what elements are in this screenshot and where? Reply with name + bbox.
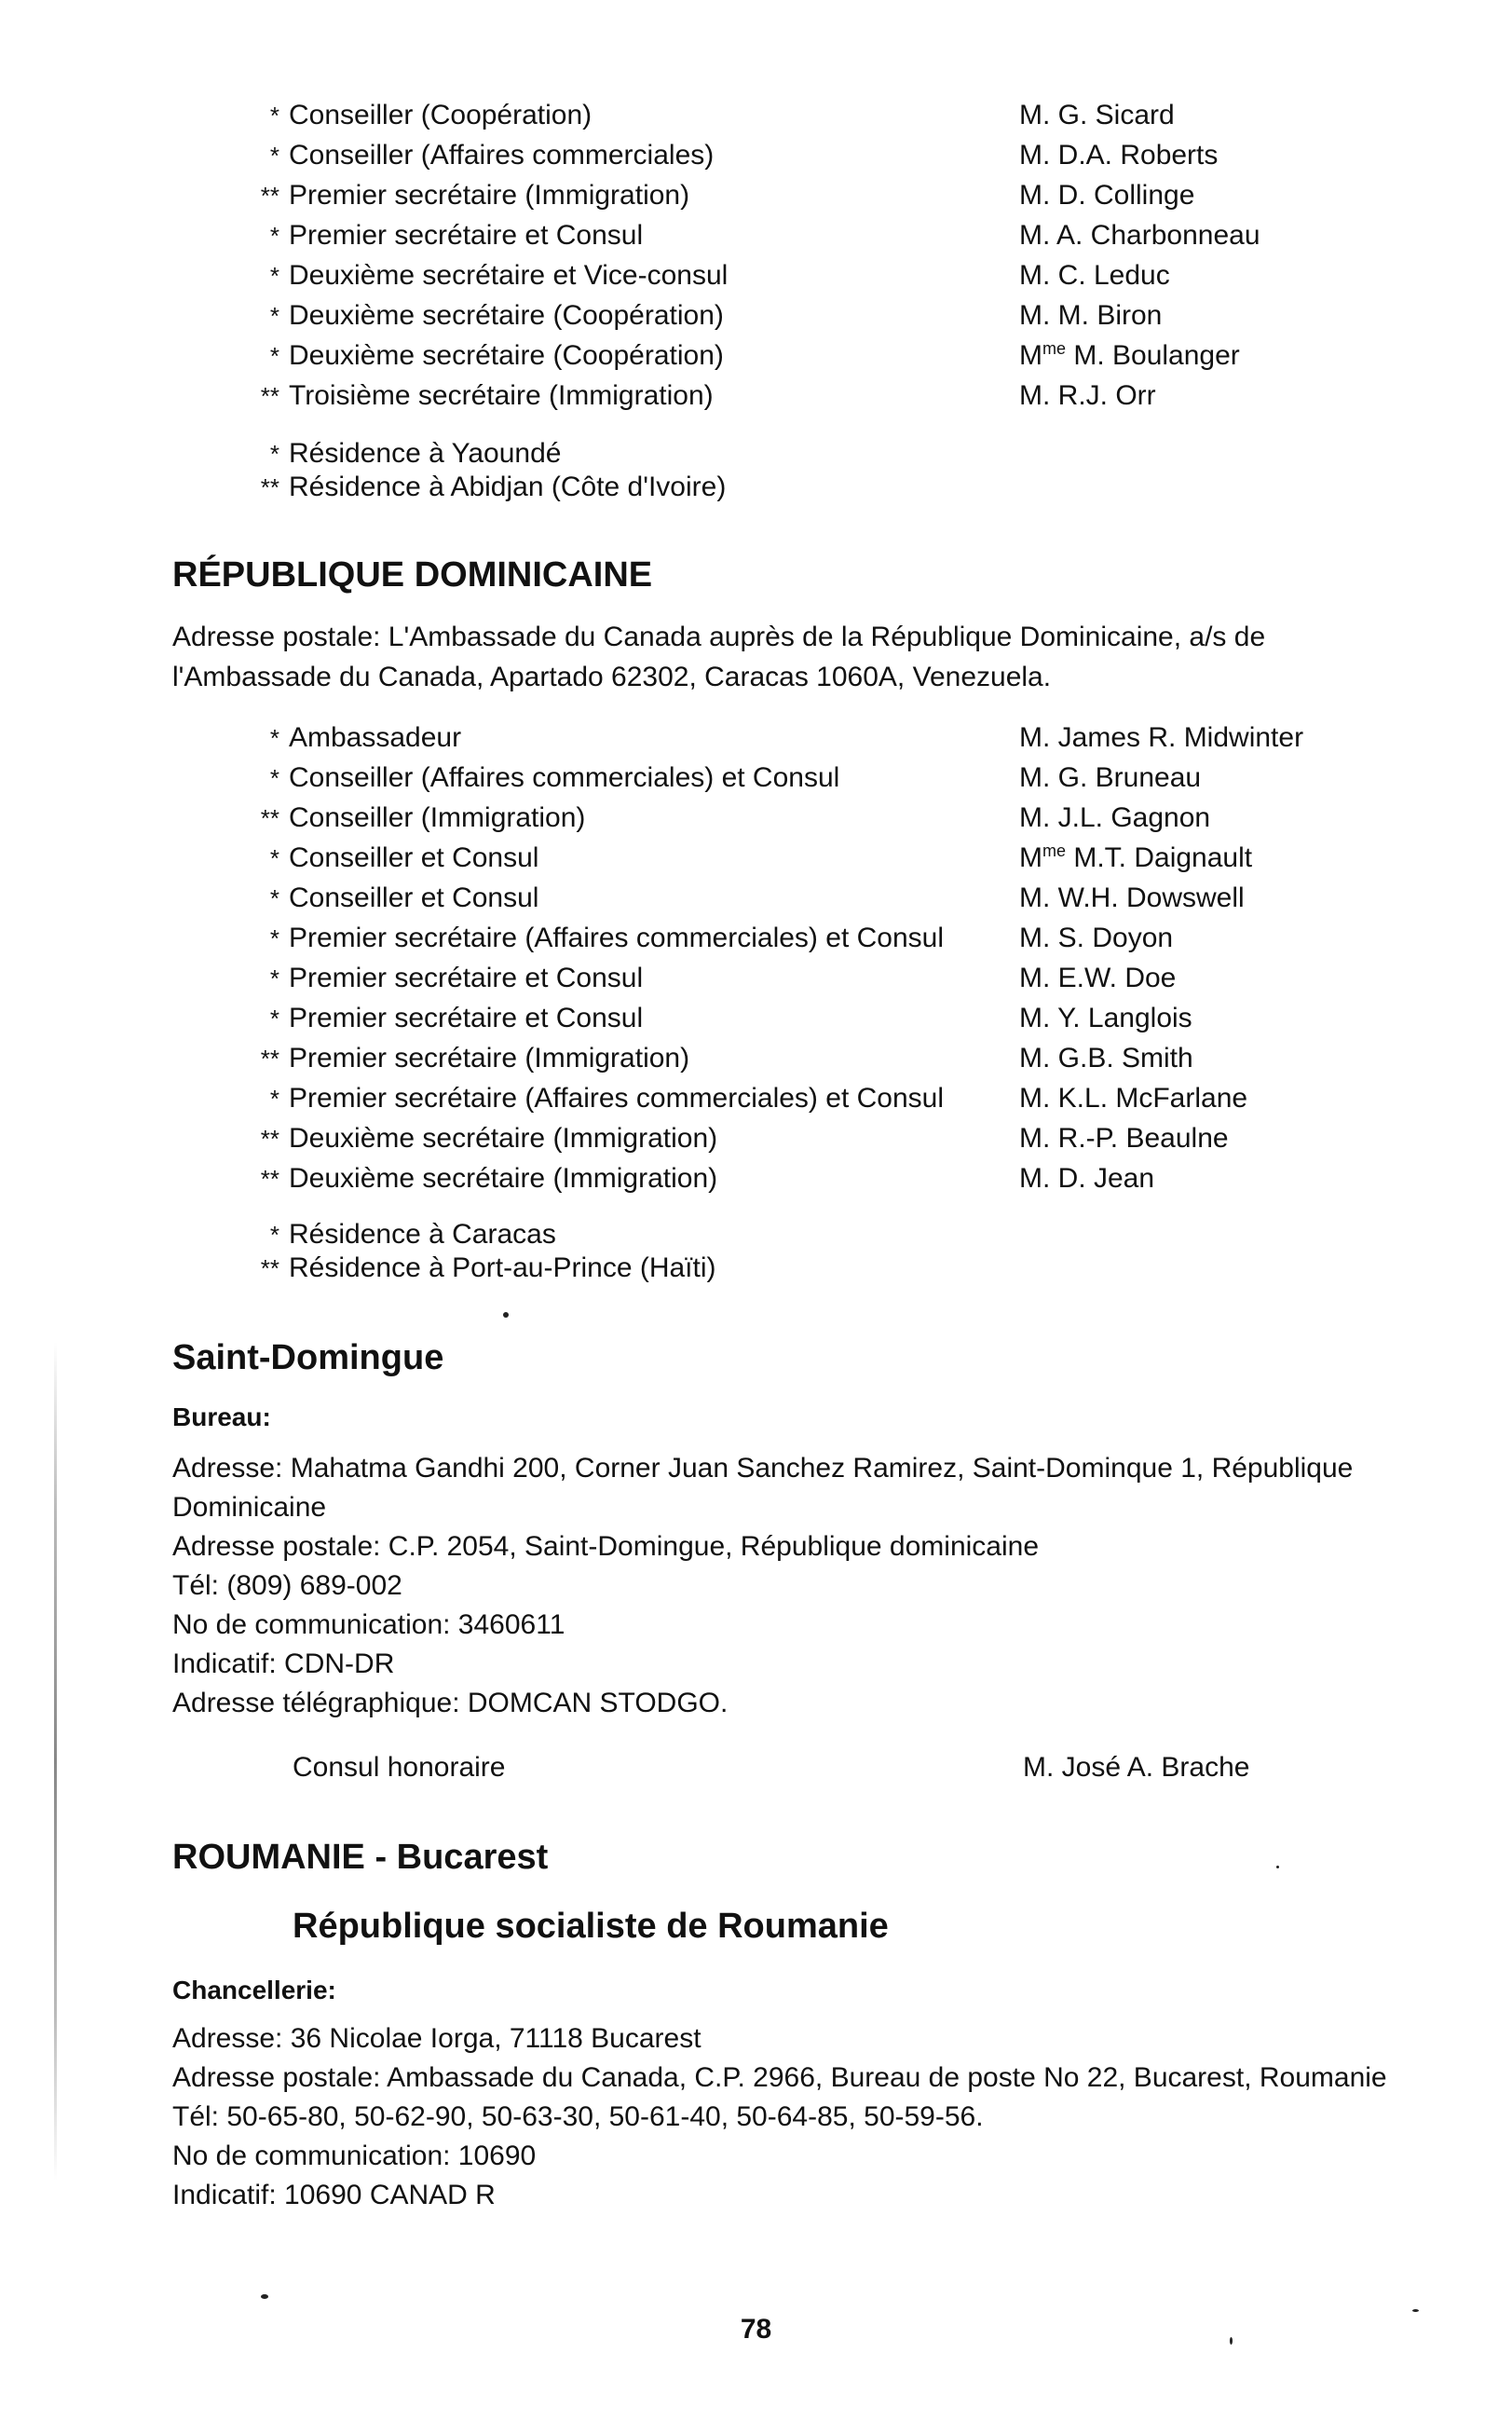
asterisk-mark: * bbox=[269, 1005, 279, 1033]
staff-name: M. G. Sicard bbox=[1019, 100, 1175, 130]
communication-number: No de communication: 3460611 bbox=[172, 1609, 565, 1640]
asterisk-mark: * bbox=[269, 844, 279, 872]
name-rest: M. Boulanger bbox=[1066, 340, 1240, 371]
staff-name bbox=[1019, 840, 1252, 877]
asterisk-mark: * bbox=[269, 302, 279, 330]
asterisk-mark: * bbox=[269, 262, 279, 290]
staff-role: Premier secrétaire et Consul bbox=[289, 963, 644, 993]
staff-name: M. D. Jean bbox=[1019, 1163, 1155, 1194]
page-number: 78 bbox=[740, 2314, 772, 2345]
asterisk-mark: * bbox=[269, 1221, 279, 1249]
asterisk-mark: * bbox=[269, 440, 279, 468]
staff-role: Troisième secrétaire (Immigration) bbox=[289, 380, 714, 411]
section-heading-saint-domingue: Saint-Domingue bbox=[172, 1338, 444, 1377]
name-prefix: M bbox=[1019, 842, 1042, 873]
telephone: Tél: 50-65-80, 50-62-90, 50-63-30, 50-61-40, 50-64-85, 50-59-56. bbox=[172, 2101, 984, 2132]
residence-text: Résidence à Abidjan (Côte d'Ivoire) bbox=[289, 472, 727, 502]
staff-role: Deuxième secrétaire (Immigration) bbox=[289, 1163, 718, 1194]
scan-speck bbox=[1276, 1866, 1279, 1868]
asterisk-mark: ** bbox=[260, 1045, 279, 1073]
asterisk-mark: ** bbox=[260, 382, 279, 410]
scan-speck bbox=[1412, 2309, 1419, 2312]
staff-name: M. J.L. Gagnon bbox=[1019, 802, 1211, 833]
section-heading-dominicaine: RÉPUBLIQUE DOMINICAINE bbox=[172, 555, 653, 595]
address-line: Adresse: Mahatma Gandhi 200, Corner Juan Sanchez Ramirez, Saint-Dominque 1, République bbox=[172, 1453, 1354, 1484]
staff-role: Conseiller (Immigration) bbox=[289, 802, 586, 833]
staff-name: M. James R. Midwinter bbox=[1019, 722, 1304, 753]
staff-name: M. D.A. Roberts bbox=[1019, 140, 1219, 171]
staff-name: M. G. Bruneau bbox=[1019, 762, 1202, 793]
asterisk-mark: * bbox=[269, 924, 279, 952]
staff-name: M. A. Charbonneau bbox=[1019, 220, 1260, 251]
name-superscript: me bbox=[1042, 841, 1067, 860]
postal-address-line: l'Ambassade du Canada, Apartado 62302, Caracas 1060A, Venezuela. bbox=[172, 662, 1052, 692]
staff-name bbox=[1019, 337, 1240, 375]
name-prefix: M bbox=[1019, 340, 1042, 371]
asterisk-mark: * bbox=[269, 222, 279, 250]
staff-role: Premier secrétaire et Consul bbox=[289, 220, 644, 251]
asterisk-mark: ** bbox=[260, 182, 279, 210]
staff-name: M. S. Doyon bbox=[1019, 923, 1174, 953]
telegraph-address: Adresse télégraphique: DOMCAN STODGO. bbox=[172, 1688, 729, 1718]
staff-name: M. C. Leduc bbox=[1019, 260, 1170, 291]
staff-role: Conseiller et Consul bbox=[289, 882, 539, 913]
staff-name: M. W.H. Dowswell bbox=[1019, 882, 1245, 913]
staff-role: Deuxième secrétaire et Vice-consul bbox=[289, 260, 729, 291]
residence-text: Résidence à Port-au-Prince (Haïti) bbox=[289, 1252, 716, 1283]
staff-role: Deuxième secrétaire (Coopération) bbox=[289, 340, 724, 371]
name-rest: M.T. Daignault bbox=[1066, 842, 1253, 873]
staff-name: M. R.-P. Beaulne bbox=[1019, 1123, 1229, 1154]
address-line: Dominicaine bbox=[172, 1492, 327, 1523]
asterisk-mark: ** bbox=[260, 473, 279, 501]
staff-role: Premier secrétaire et Consul bbox=[289, 1003, 644, 1033]
staff-role: Conseiller (Affaires commerciales) et Consul bbox=[289, 762, 840, 793]
asterisk-mark: * bbox=[269, 1085, 279, 1113]
staff-name: M. José A. Brache bbox=[1023, 1752, 1250, 1783]
asterisk-mark: * bbox=[269, 102, 279, 130]
asterisk-mark: * bbox=[269, 342, 279, 370]
indicatif: Indicatif: 10690 CANAD R bbox=[172, 2180, 496, 2210]
staff-role: Premier secrétaire (Affaires commerciales) et Consul bbox=[289, 1083, 944, 1114]
telephone: Tél: (809) 689-002 bbox=[172, 1570, 402, 1601]
name-superscript: me bbox=[1042, 339, 1067, 358]
staff-role: Conseiller (Coopération) bbox=[289, 100, 593, 130]
postal-address: Adresse postale: C.P. 2054, Saint-Domingue, République dominicaine bbox=[172, 1531, 1040, 1562]
section-subheading: République socialiste de Roumanie bbox=[293, 1907, 889, 1946]
staff-name: M. R.J. Orr bbox=[1019, 380, 1156, 411]
scan-edge-shadow bbox=[54, 1342, 57, 2181]
residence-text: Résidence à Yaoundé bbox=[289, 438, 562, 469]
asterisk-mark: * bbox=[269, 142, 279, 170]
staff-name: M. K.L. McFarlane bbox=[1019, 1083, 1248, 1114]
asterisk-mark: ** bbox=[260, 1125, 279, 1153]
bureau-label: Bureau: bbox=[172, 1402, 271, 1431]
staff-role: Conseiller et Consul bbox=[289, 842, 539, 873]
asterisk-mark: * bbox=[269, 964, 279, 992]
scan-speck bbox=[261, 2294, 268, 2299]
staff-name: M. E.W. Doe bbox=[1019, 963, 1177, 993]
staff-role: Premier secrétaire (Immigration) bbox=[289, 1043, 690, 1074]
postal-address: Adresse postale: Ambassade du Canada, C.P. 2966, Bureau de poste No 22, Bucarest, Roumanie bbox=[172, 2062, 1387, 2093]
address-line: Adresse: 36 Nicolae Iorga, 71118 Bucarest bbox=[172, 2023, 702, 2054]
indicatif: Indicatif: CDN-DR bbox=[172, 1648, 395, 1679]
staff-name: M. Y. Langlois bbox=[1019, 1003, 1192, 1033]
asterisk-mark: ** bbox=[260, 1254, 279, 1282]
staff-role: Conseiller (Affaires commerciales) bbox=[289, 140, 715, 171]
staff-role: Deuxième secrétaire (Coopération) bbox=[289, 300, 724, 331]
residence-text: Résidence à Caracas bbox=[289, 1219, 556, 1250]
asterisk-mark: * bbox=[269, 884, 279, 912]
chancellerie-label: Chancellerie: bbox=[172, 1976, 336, 2004]
staff-role: Deuxième secrétaire (Immigration) bbox=[289, 1123, 718, 1154]
scan-speck bbox=[503, 1312, 509, 1318]
staff-name: M. M. Biron bbox=[1019, 300, 1163, 331]
staff-name: M. D. Collinge bbox=[1019, 180, 1195, 211]
staff-role: Consul honoraire bbox=[293, 1752, 506, 1783]
staff-role: Ambassadeur bbox=[289, 722, 462, 753]
staff-role: Premier secrétaire (Affaires commerciales) et Consul bbox=[289, 923, 944, 953]
asterisk-mark: ** bbox=[260, 804, 279, 832]
postal-address-line: Adresse postale: L'Ambassade du Canada auprès de la République Dominicaine, a/s de bbox=[172, 622, 1266, 652]
asterisk-mark: ** bbox=[260, 1165, 279, 1193]
communication-number: No de communication: 10690 bbox=[172, 2141, 537, 2171]
asterisk-mark: * bbox=[269, 764, 279, 792]
scan-speck bbox=[1230, 2337, 1233, 2345]
staff-role: Premier secrétaire (Immigration) bbox=[289, 180, 690, 211]
asterisk-mark: * bbox=[269, 724, 279, 752]
section-heading-roumanie: ROUMANIE - Bucarest bbox=[172, 1838, 549, 1877]
staff-name: M. G.B. Smith bbox=[1019, 1043, 1193, 1074]
